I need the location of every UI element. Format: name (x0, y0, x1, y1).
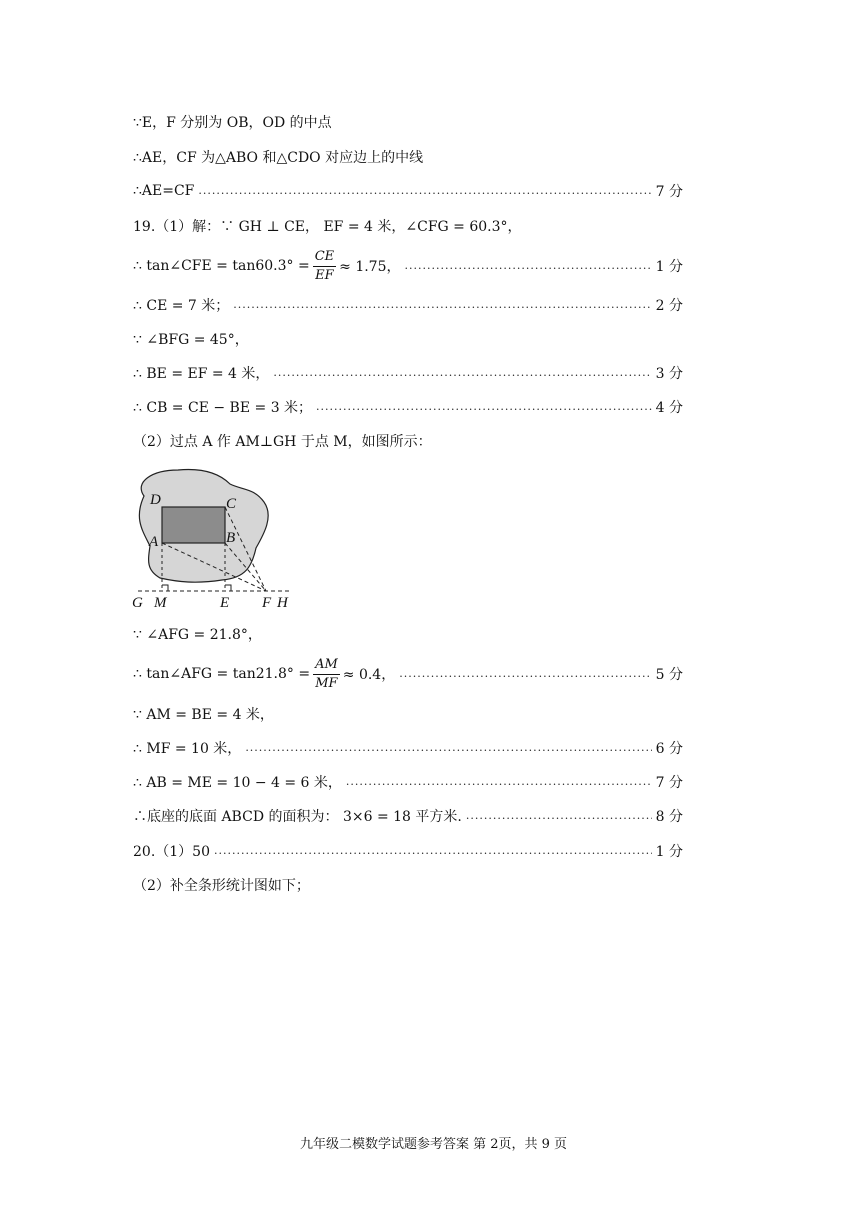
leader-dots (405, 253, 652, 279)
line-10 (133, 428, 683, 454)
score: 4 分 (655, 400, 683, 416)
line-7 (133, 326, 683, 352)
line-12 (133, 654, 683, 694)
label-g: G (132, 595, 143, 611)
line-5 (133, 246, 683, 286)
label-b: B (226, 530, 236, 546)
label-e: E (220, 595, 230, 611)
score: 5 分 (655, 667, 683, 683)
label-f: F (262, 595, 272, 611)
fraction (313, 248, 336, 285)
line-text: ∴ CB = CE − BE = 3 米； (133, 400, 313, 416)
label-m: M (154, 595, 167, 611)
leader-dots (399, 661, 651, 687)
score: 8 分 (655, 809, 683, 825)
score: 3 分 (655, 366, 683, 382)
line-8 (133, 360, 683, 386)
line-text: （2）补全条形统计图如下； (133, 878, 310, 894)
line-16 (133, 803, 683, 829)
line-text: 19.（1）解：∵ GH ⊥ CE， EF = 4 米，∠CFG = 60.3°， (133, 219, 522, 235)
line-15 (133, 769, 683, 795)
score: 1 分 (655, 844, 683, 860)
leader-dots (316, 394, 652, 420)
line-text: ∵ ∠AFG = 21.8°， (133, 627, 262, 643)
fraction-numerator: AM (313, 656, 340, 675)
line-text: （2）过点 A 作 AM⊥GH 于点 M，如图所示： (133, 434, 432, 450)
line-9 (133, 394, 683, 420)
line-text: ∵ AM = BE = 4 米， (133, 707, 274, 723)
right-angle-m (162, 585, 168, 591)
leader-dots (273, 360, 651, 386)
line-text: ∴AE，CF 为△ABO 和△CDO 对应边上的中线 (133, 150, 424, 166)
line-text: ∵ ∠BFG = 45°， (133, 332, 249, 348)
line-text: ∴AE=CF (133, 183, 195, 199)
line-14 (133, 735, 683, 761)
line-1 (133, 109, 683, 135)
leader-dots (466, 803, 652, 829)
right-angle-e (225, 585, 231, 591)
page-footer: 九年级二模数学试题参考答案 第 2页，共 9 页 (299, 1137, 568, 1152)
fraction-denominator: MF (315, 675, 338, 691)
fraction (313, 656, 340, 693)
line-17 (133, 838, 683, 864)
line-text: ∴ tan∠AFG = tan21.8° = (133, 666, 311, 682)
line-text: ∴底座的底面 ABCD 的面积为： 3×6 = 18 平方米. (133, 809, 462, 825)
line-text: ∴ MF = 10 米， (133, 741, 242, 757)
line-3 (133, 178, 683, 204)
leader-dots (346, 769, 652, 795)
leader-dots (233, 292, 651, 318)
line-text: ≈ 0.4， (342, 667, 396, 683)
line-text: ∴ AB = ME = 10 − 4 = 6 米， (133, 775, 342, 791)
score: 7 分 (655, 184, 683, 200)
line-6 (133, 292, 683, 318)
line-11 (133, 621, 683, 647)
label-d: D (150, 492, 161, 508)
label-h: H (277, 595, 288, 611)
fraction-denominator: EF (315, 267, 334, 283)
score: 1 分 (655, 259, 683, 275)
leader-dots (245, 735, 651, 761)
score: 7 分 (655, 775, 683, 791)
line-13 (133, 701, 683, 727)
line-text: 20.（1）50 (133, 844, 210, 860)
rectangle-abcd (162, 507, 225, 543)
label-c: C (226, 496, 237, 512)
fraction-numerator: CE (313, 248, 336, 267)
leader-dots (198, 178, 651, 204)
line-2 (133, 144, 683, 170)
line-4 (133, 213, 683, 239)
leader-dots (214, 838, 652, 864)
line-text: ≈ 1.75， (339, 259, 401, 275)
line-18 (133, 872, 683, 898)
score: 6 分 (655, 741, 683, 757)
line-text: ∴ CE = 7 米； (133, 298, 230, 314)
line-text: ∵E，F 分别为 OB，OD 的中点 (133, 115, 332, 131)
geometry-figure (130, 464, 300, 612)
score: 2 分 (655, 298, 683, 314)
line-text: ∴ BE = EF = 4 米， (133, 366, 270, 382)
label-a: A (149, 534, 159, 550)
line-text: ∴ tan∠CFE = tan60.3° = (133, 258, 310, 274)
